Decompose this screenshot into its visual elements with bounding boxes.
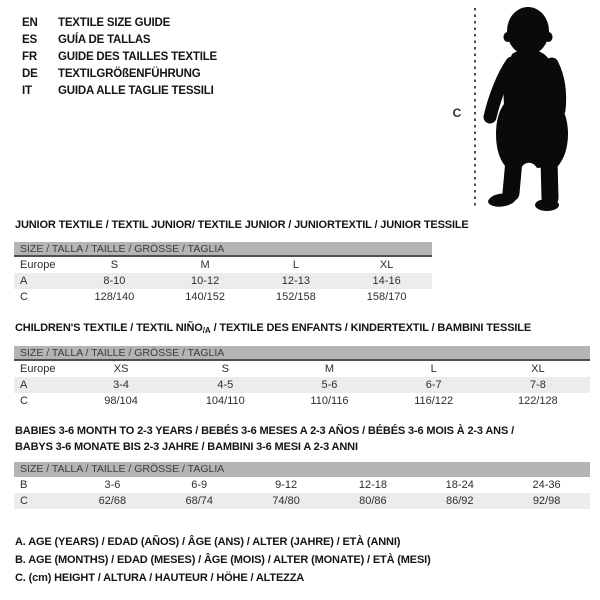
table-row-height	[14, 289, 432, 305]
value-cell: 128/140	[94, 291, 135, 303]
babies-section-title	[15, 423, 514, 455]
value-cell: 6-7	[425, 379, 442, 391]
value-cell: 14-16	[372, 275, 401, 287]
row-label: Europe	[20, 363, 56, 375]
value-cell: 62/68	[98, 495, 127, 507]
size-header-bar: SIZE / TALLA / TAILLE / GRÖSSE / TAGLIA	[14, 346, 590, 361]
size-cell: L	[292, 259, 299, 271]
value-cell: 104/110	[205, 395, 245, 407]
size-cell: S	[110, 259, 119, 271]
baby-leg-right	[549, 160, 550, 198]
value-cell: 3-6	[104, 479, 121, 491]
language-row-it	[22, 82, 217, 99]
row-label: Europe	[20, 259, 56, 271]
footnote-height: C. (cm) HEIGHT / ALTURA / HAUTEUR / HÖHE / ALTEZZA	[15, 572, 305, 584]
language-row-fr	[22, 48, 217, 65]
language-row-en	[22, 14, 217, 31]
value-cell: 74/80	[272, 495, 300, 507]
language-label: GUÍA DE TALLAS	[58, 33, 151, 46]
value-cell: 68/74	[185, 495, 213, 507]
value-cell: 116/122	[414, 395, 454, 407]
table-row-height	[14, 493, 590, 509]
value-cell: 9-12	[275, 479, 298, 491]
language-code: DE	[22, 67, 38, 80]
size-cell: L	[430, 363, 437, 375]
size-header-bar: SIZE / TALLA / TAILLE / GRÖSSE / TAGLIA	[14, 242, 432, 257]
value-cell: 7-8	[529, 379, 546, 391]
children-title-text: / TEXTILE DES ENFANTS / KINDERTEXTIL / BAMBINI TESSILE	[210, 322, 532, 334]
value-cell: 98/104	[104, 395, 138, 407]
language-code: FR	[22, 50, 37, 63]
value-cell: 158/170	[366, 291, 407, 303]
language-label: TEXTILGRÖßENFÜHRUNG	[58, 67, 201, 80]
value-cell: 122/128	[518, 395, 558, 407]
value-cell: 8-10	[103, 275, 126, 287]
baby-foot-right	[535, 199, 559, 211]
baby-arm-right	[552, 64, 560, 110]
table-row-age-months	[14, 477, 590, 493]
value-cell: 92/98	[532, 495, 561, 507]
value-cell: 12-18	[358, 479, 387, 491]
toddler-silhouette-illustration	[465, 0, 600, 220]
row-label: C	[20, 291, 28, 303]
language-list	[22, 14, 217, 99]
table-row-height	[14, 393, 590, 409]
children-size-table	[14, 346, 590, 409]
size-cell: XS	[113, 363, 129, 375]
language-code: IT	[22, 84, 32, 97]
language-code: EN	[22, 16, 38, 29]
babies-size-table	[14, 462, 590, 509]
value-cell: 3-4	[113, 379, 130, 391]
value-cell: 4-5	[217, 379, 234, 391]
size-cell: XL	[379, 259, 394, 271]
value-cell: 110/116	[310, 395, 349, 407]
footnotes	[15, 533, 431, 587]
language-label: GUIDE DES TAILLES TEXTILE	[58, 50, 217, 63]
baby-head	[507, 7, 549, 55]
value-cell: 24-36	[532, 479, 561, 491]
size-header-bar: SIZE / TALLA / TAILLE / GRÖSSE / TAGLIA	[14, 462, 590, 477]
footnote-age-months: B. AGE (MONTHS) / EDAD (MESES) / ÂGE (MOIS) / ALTER (MONATE) / ETÀ (MESI)	[15, 554, 431, 566]
size-cell: XL	[531, 363, 545, 375]
children-title-text: CHILDREN'S TEXTILE / TEXTIL NIÑO	[15, 322, 203, 334]
toddler-silhouette	[487, 7, 568, 211]
table-row-age	[14, 377, 590, 393]
language-label: TEXTILE SIZE GUIDE	[58, 16, 171, 29]
junior-section-title: JUNIOR TEXTILE / TEXTIL JUNIOR/ TEXTILE JUNIOR / JUNIORTEXTIL / JUNIOR TESSILE	[15, 219, 469, 231]
height-measure-label: C	[452, 106, 462, 120]
value-cell: 86/92	[445, 495, 474, 507]
language-label: GUIDA ALLE TAGLIE TESSILI	[58, 84, 214, 97]
value-cell: 12-13	[281, 275, 310, 287]
table-row-europe	[14, 257, 432, 273]
junior-size-table	[14, 242, 432, 305]
language-code: ES	[22, 33, 37, 46]
language-row-de	[22, 65, 217, 82]
value-cell: 152/158	[275, 291, 316, 303]
babies-title-line2: BABYS 3-6 MONATE BIS 2-3 JAHRE / BAMBINI 3-6 MESI A 2-3 ANNI	[15, 441, 358, 453]
row-label: A	[20, 275, 28, 287]
size-cell: M	[324, 363, 335, 375]
size-cell: M	[200, 259, 210, 271]
table-row-europe	[14, 361, 590, 377]
value-cell: 10-12	[191, 275, 220, 287]
value-cell: 80/86	[359, 495, 387, 507]
row-label: B	[20, 479, 28, 491]
language-row-es	[22, 31, 217, 48]
value-cell: 140/152	[185, 291, 225, 303]
row-label: A	[20, 379, 28, 391]
value-cell: 6-9	[191, 479, 208, 491]
baby-leg-left	[511, 160, 514, 193]
children-title-subscript: /A	[202, 326, 211, 335]
footnote-age-years: A. AGE (YEARS) / EDAD (AÑOS) / ÂGE (ANS) / ALTER (JAHRE) / ETÀ (ANNI)	[15, 536, 401, 548]
babies-title-line1: BABIES 3-6 MONTH TO 2-3 YEARS / BEBÉS 3-6 MESES A 2-3 AÑOS / BÉBÉS 3-6 MOIS À 2-3 ANS /	[15, 425, 514, 437]
row-label: C	[20, 495, 28, 507]
children-section-title	[15, 322, 531, 335]
value-cell: 18-24	[445, 479, 474, 491]
size-cell: S	[221, 363, 229, 375]
value-cell: 5-6	[321, 379, 338, 391]
table-row-age	[14, 273, 432, 289]
row-label: C	[20, 395, 28, 407]
